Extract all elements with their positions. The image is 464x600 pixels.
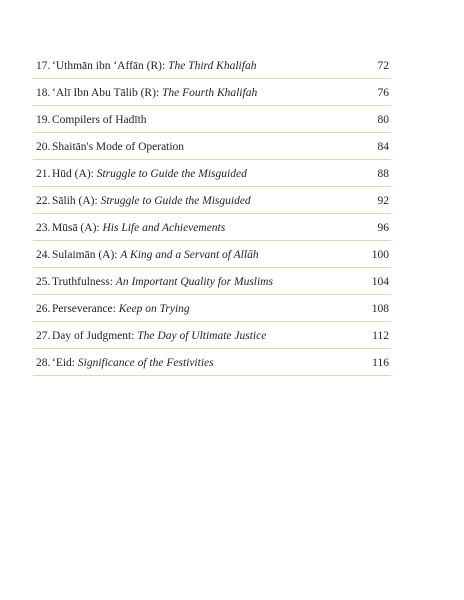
toc-entry-number: 20. xyxy=(36,141,51,153)
toc-entry-title: Shaitān's Mode of Operation xyxy=(52,141,185,153)
toc-entry-subtitle: The Day of Ultimate Justice xyxy=(137,330,267,342)
toc-entry-page: 88 xyxy=(377,168,389,180)
toc-entry-number: 22. xyxy=(36,195,51,207)
toc-entry-subtitle: Struggle to Guide the Misguided xyxy=(100,195,251,207)
toc-entry-text xyxy=(52,59,256,73)
toc-entry-subtitle: His Life and Achievements xyxy=(102,222,226,234)
toc-entry[interactable] xyxy=(33,241,391,268)
toc-entry-title: ‘Uthmān ibn ‘Affān (R): xyxy=(52,60,169,72)
toc-entry-number: 26. xyxy=(36,303,51,315)
toc-entry-subtitle: Struggle to Guide the Misguided xyxy=(96,168,247,180)
toc-entry[interactable] xyxy=(33,322,391,349)
toc-entry-title: Compilers of Hadīth xyxy=(52,114,147,126)
toc-entry-subtitle: Significance of the Festivities xyxy=(77,357,214,369)
toc-entry-text xyxy=(52,140,184,154)
toc-entry-text xyxy=(52,248,259,262)
toc-entry-text xyxy=(52,356,214,370)
toc-entry-title: Mūsā (A): xyxy=(52,222,103,234)
toc-entry[interactable] xyxy=(33,214,391,241)
toc-entry-number: 17. xyxy=(36,60,51,72)
toc-entry-text xyxy=(52,113,147,127)
toc-entry-subtitle: An Important Quality for Muslims xyxy=(115,276,273,288)
toc-entry-number: 24. xyxy=(36,249,51,261)
toc-entry-page: 104 xyxy=(371,276,389,288)
toc-entry-subtitle: Keep on Trying xyxy=(118,303,190,315)
toc-entry-number: 21. xyxy=(36,168,51,180)
toc-entry-title: Day of Judgment: xyxy=(52,330,138,342)
toc-entry-page: 108 xyxy=(371,303,389,315)
toc-entry-text xyxy=(52,302,190,316)
toc-entry-page: 80 xyxy=(377,114,389,126)
toc-entry[interactable] xyxy=(33,295,391,322)
toc-entry-page: 100 xyxy=(371,249,389,261)
toc-entry-number: 18. xyxy=(36,87,51,99)
toc-entry-title: Sulaimān (A): xyxy=(52,249,121,261)
toc-entry[interactable] xyxy=(33,268,391,295)
toc-entry-page: 76 xyxy=(377,87,389,99)
toc-entry[interactable] xyxy=(33,349,391,376)
toc-entry[interactable] xyxy=(33,79,391,106)
toc-entry-subtitle: The Third Khalifah xyxy=(168,60,257,72)
toc-entry[interactable] xyxy=(33,133,391,160)
toc-entry-text xyxy=(52,275,273,289)
toc-entry-text xyxy=(52,194,251,208)
toc-entry-title: ‘Alī Ibn Abu Tālib (R): xyxy=(52,87,162,99)
toc-entry-number: 25. xyxy=(36,276,51,288)
toc-entry-number: 23. xyxy=(36,222,51,234)
toc-entry-page: 112 xyxy=(372,330,389,342)
toc-entry-title: ‘Eid: xyxy=(52,357,78,369)
toc-entry-text xyxy=(52,86,257,100)
table-of-contents xyxy=(33,52,391,376)
toc-entry[interactable] xyxy=(33,106,391,133)
toc-entry-title: Sālih (A): xyxy=(52,195,101,207)
toc-entry-title: Truthfulness: xyxy=(52,276,116,288)
toc-entry-title: Perseverance: xyxy=(52,303,119,315)
toc-entry-subtitle: A King and a Servant of Allāh xyxy=(120,249,259,261)
toc-entry-text xyxy=(52,167,247,181)
toc-entry-number: 27. xyxy=(36,330,51,342)
toc-entry[interactable] xyxy=(33,187,391,214)
toc-entry[interactable] xyxy=(33,52,391,79)
toc-entry-page: 96 xyxy=(377,222,389,234)
toc-entry-subtitle: The Fourth Khalifah xyxy=(162,87,258,99)
toc-entry-page: 116 xyxy=(372,357,389,369)
toc-entry-page: 92 xyxy=(377,195,389,207)
toc-entry[interactable] xyxy=(33,160,391,187)
toc-entry-page: 72 xyxy=(377,60,389,72)
toc-entry-title: Hūd (A): xyxy=(52,168,97,180)
toc-entry-text xyxy=(52,329,266,343)
toc-entry-page: 84 xyxy=(377,141,389,153)
toc-entry-number: 19. xyxy=(36,114,51,126)
toc-entry-number: 28. xyxy=(36,357,51,369)
toc-entry-text xyxy=(52,221,225,235)
